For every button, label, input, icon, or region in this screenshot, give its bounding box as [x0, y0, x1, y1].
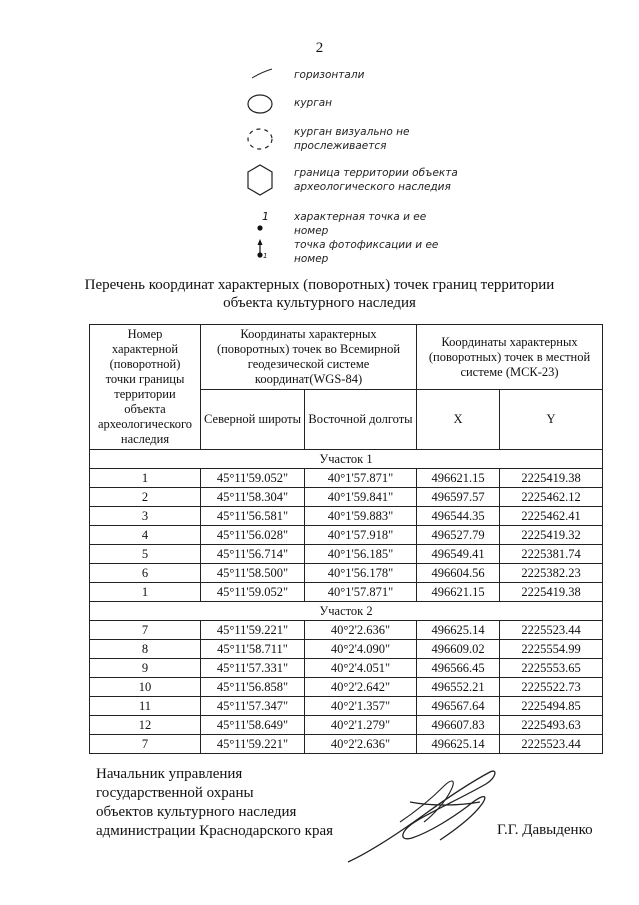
longitude-cell: 40°2'2.636"	[305, 735, 417, 754]
latitude-cell: 45°11'59.052"	[201, 469, 305, 488]
point-number-cell: 10	[90, 678, 201, 697]
latitude-cell: 45°11'59.221"	[201, 735, 305, 754]
point-number-cell: 9	[90, 659, 201, 678]
table-row	[90, 488, 603, 507]
longitude-cell: 40°2'2.642"	[305, 678, 417, 697]
x-cell: 496607.83	[417, 716, 500, 735]
x-cell: 496549.41	[417, 545, 500, 564]
longitude-cell: 40°1'59.841"	[305, 488, 417, 507]
latitude-cell: 45°11'56.714"	[201, 545, 305, 564]
x-cell: 496621.15	[417, 583, 500, 602]
x-cell: 496604.56	[417, 564, 500, 583]
header-wgs-group: Координаты характерных (поворотных) точек во Всемирной геодезической системе координат(WGS-84)	[201, 325, 417, 390]
table-row	[90, 735, 603, 754]
longitude-cell: 40°1'57.871"	[305, 583, 417, 602]
x-cell: 496527.79	[417, 526, 500, 545]
y-cell: 2225523.44	[500, 621, 603, 640]
x-cell: 496544.35	[417, 507, 500, 526]
y-cell: 2225554.99	[500, 640, 603, 659]
table-row	[90, 716, 603, 735]
y-cell: 2225462.12	[500, 488, 603, 507]
point-number-cell: 8	[90, 640, 201, 659]
characteristic-point-number: 1	[262, 210, 269, 223]
legend-text: точка фотофиксации и ее номер	[294, 239, 439, 265]
table-row	[90, 678, 603, 697]
longitude-cell: 40°2'1.279"	[305, 716, 417, 735]
point-number-cell: 7	[90, 735, 201, 754]
section-row	[90, 450, 603, 469]
y-cell: 2225523.44	[500, 735, 603, 754]
photo-point-icon	[238, 234, 286, 274]
y-cell: 2225419.32	[500, 526, 603, 545]
latitude-cell: 45°11'59.052"	[201, 583, 305, 602]
x-cell: 496625.14	[417, 735, 500, 754]
section-title: Участок 1	[90, 450, 603, 469]
photo-point-number: 1	[263, 252, 268, 260]
x-cell: 496621.15	[417, 469, 500, 488]
table-row	[90, 583, 603, 602]
y-cell: 2225494.85	[500, 697, 603, 716]
point-number-cell: 6	[90, 564, 201, 583]
latitude-cell: 45°11'59.221"	[201, 621, 305, 640]
longitude-cell: 40°2'4.051"	[305, 659, 417, 678]
header-lat: Северной широты	[201, 390, 305, 450]
legend-text: граница территории объекта археологического наследия	[294, 167, 458, 193]
latitude-cell: 45°11'56.581"	[201, 507, 305, 526]
latitude-cell: 45°11'57.347"	[201, 697, 305, 716]
y-cell: 2225382.23	[500, 564, 603, 583]
latitude-cell: 45°11'58.649"	[201, 716, 305, 735]
legend-text: курган	[294, 97, 333, 109]
x-cell: 496609.02	[417, 640, 500, 659]
legend-text: горизонтали	[294, 69, 365, 81]
y-cell: 2225381.74	[500, 545, 603, 564]
longitude-cell: 40°2'1.357"	[305, 697, 417, 716]
legend-text: курган визуально не прослеживается	[294, 126, 410, 152]
table-row	[90, 659, 603, 678]
header-point-number: Номер характерной (поворотной) точки границы территории объекта археологического наследия	[90, 325, 201, 450]
y-cell: 2225553.65	[500, 659, 603, 678]
header-x: X	[417, 390, 500, 450]
x-cell: 496625.14	[417, 621, 500, 640]
table-row	[90, 526, 603, 545]
header-msk-group: Координаты характерных (поворотных) точек в местной системе (МСК-23)	[417, 325, 603, 390]
table-row	[90, 640, 603, 659]
y-cell: 2225462.41	[500, 507, 603, 526]
table-row	[90, 564, 603, 583]
longitude-cell: 40°2'2.636"	[305, 621, 417, 640]
coordinates-table	[89, 324, 603, 754]
kurgan-not-visible-icon	[238, 121, 286, 161]
header-y: Y	[500, 390, 603, 450]
longitude-cell: 40°1'57.871"	[305, 469, 417, 488]
section-title: Участок 2	[90, 602, 603, 621]
table-row	[90, 469, 603, 488]
point-number-cell: 11	[90, 697, 201, 716]
y-cell: 2225419.38	[500, 469, 603, 488]
longitude-cell: 40°1'56.185"	[305, 545, 417, 564]
point-number-cell: 5	[90, 545, 201, 564]
latitude-cell: 45°11'58.500"	[201, 564, 305, 583]
point-number-cell: 1	[90, 583, 201, 602]
handwritten-signature	[340, 762, 510, 872]
x-cell: 496597.57	[417, 488, 500, 507]
y-cell: 2225419.38	[500, 583, 603, 602]
longitude-cell: 40°1'57.918"	[305, 526, 417, 545]
point-number-cell: 1	[90, 469, 201, 488]
latitude-cell: 45°11'56.028"	[201, 526, 305, 545]
document-title: Перечень координат характерных (поворотных) точек границ территории объекта культурного наследия	[84, 277, 555, 311]
page-number: 2	[315, 40, 324, 56]
point-number-cell: 4	[90, 526, 201, 545]
header-lon: Восточной долготы	[305, 390, 417, 450]
x-cell: 496566.45	[417, 659, 500, 678]
legend-text: характерная точка и ее номер	[294, 211, 427, 237]
point-number-cell: 3	[90, 507, 201, 526]
latitude-cell: 45°11'58.304"	[201, 488, 305, 507]
table-row	[90, 545, 603, 564]
latitude-cell: 45°11'56.858"	[201, 678, 305, 697]
signatory-position: Начальник управления государственной охраны объектов культурного наследия администрации Краснодарского края	[96, 766, 334, 839]
hexagon-boundary-icon	[238, 162, 286, 206]
longitude-cell: 40°1'56.178"	[305, 564, 417, 583]
y-cell: 2225493.63	[500, 716, 603, 735]
point-number-cell: 7	[90, 621, 201, 640]
section-row	[90, 602, 603, 621]
latitude-cell: 45°11'57.331"	[201, 659, 305, 678]
longitude-cell: 40°1'59.883"	[305, 507, 417, 526]
table-row	[90, 621, 603, 640]
longitude-cell: 40°2'4.090"	[305, 640, 417, 659]
table-row	[90, 507, 603, 526]
table-row	[90, 697, 603, 716]
x-cell: 496552.21	[417, 678, 500, 697]
point-number-cell: 2	[90, 488, 201, 507]
point-number-cell: 12	[90, 716, 201, 735]
x-cell: 496567.64	[417, 697, 500, 716]
y-cell: 2225522.73	[500, 678, 603, 697]
signatory-name: Г.Г. Давыденко	[497, 822, 593, 838]
latitude-cell: 45°11'58.711"	[201, 640, 305, 659]
